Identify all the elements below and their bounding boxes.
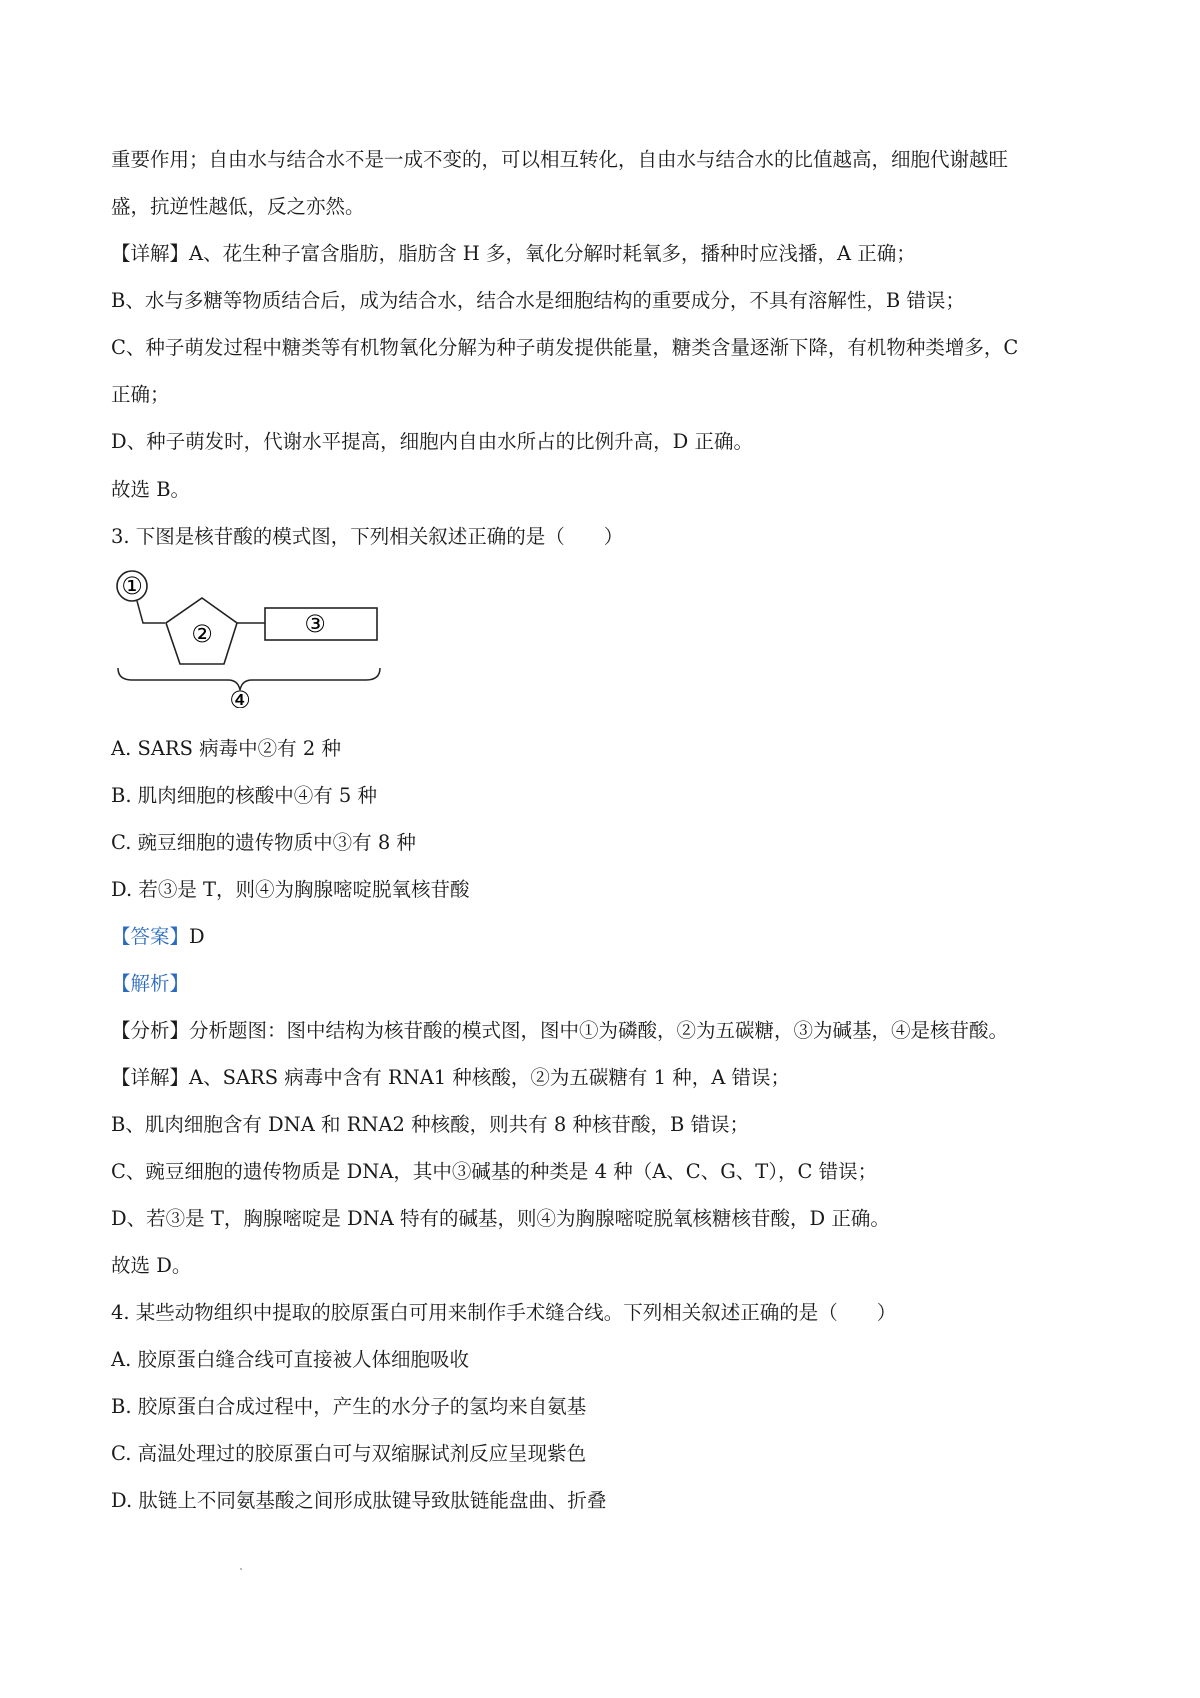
option-d: D. 肽链上不同氨基酸之间形成肽键导致肽链能盘曲、折叠 bbox=[111, 1489, 607, 1512]
text-line: B、肌肉细胞含有 DNA 和 RNA2 种核酸，则共有 8 种核苷酸，B 错误； bbox=[111, 1113, 749, 1136]
text-line: 重要作用；自由水与结合水不是一成不变的，可以相互转化，自由水与结合水的比值越高，细胞代谢越旺 bbox=[111, 148, 1009, 171]
nucleotide-diagram bbox=[110, 568, 390, 708]
label-1: ① bbox=[121, 572, 143, 600]
label-4: ④ bbox=[229, 686, 251, 708]
question-3-stem: 3. 下图是核苷酸的模式图，下列相关叙述正确的是（ ） bbox=[111, 525, 624, 548]
text-line: B、水与多糖等物质结合后，成为结合水，结合水是细胞结构的重要成分，不具有溶解性，B 错误； bbox=[111, 289, 965, 312]
text-line: 【分析】分析题图：图中结构为核苷酸的模式图，图中①为磷酸，②为五碳糖，③为碱基，④是核苷酸。 bbox=[111, 1019, 1009, 1042]
option-c: C. 高温处理过的胶原蛋白可与双缩脲试剂反应呈现紫色 bbox=[111, 1442, 587, 1465]
answer-value: D bbox=[189, 925, 205, 948]
label-3: ③ bbox=[304, 610, 326, 638]
question-4-stem: 4. 某些动物组织中提取的胶原蛋白可用来制作手术缝合线。下列相关叙述正确的是（ ） bbox=[111, 1301, 897, 1324]
text-line: 【详解】A、花生种子富含脂肪，脂肪含 H 多，氧化分解时耗氧多，播种时应浅播，A 正确； bbox=[111, 242, 916, 265]
text-line: 故选 D。 bbox=[111, 1254, 192, 1277]
option-a: A. SARS 病毒中②有 2 种 bbox=[111, 737, 341, 760]
analysis-heading: 【解析】 bbox=[111, 972, 190, 995]
text-line: C、豌豆细胞的遗传物质是 DNA，其中③碱基的种类是 4 种（A、C、G、T），C 错误； bbox=[111, 1160, 878, 1183]
option-b: B. 胶原蛋白合成过程中，产生的水分子的氢均来自氨基 bbox=[111, 1395, 587, 1418]
option-d: D. 若③是 T，则④为胸腺嘧啶脱氧核苷酸 bbox=[111, 878, 470, 901]
answer-line bbox=[111, 923, 205, 951]
option-b: B. 肌肉细胞的核酸中④有 5 种 bbox=[111, 784, 378, 807]
answer-label: 【答案】 bbox=[111, 925, 190, 948]
text-line: D、种子萌发时，代谢水平提高，细胞内自由水所占的比例升高，D 正确。 bbox=[111, 430, 753, 453]
scan-speck bbox=[240, 1568, 242, 1570]
option-c: C. 豌豆细胞的遗传物质中③有 8 种 bbox=[111, 831, 416, 854]
text-line: 正确； bbox=[111, 383, 170, 406]
text-line: 盛，抗逆性越低，反之亦然。 bbox=[111, 195, 365, 218]
text-line: D、若③是 T，胸腺嘧啶是 DNA 特有的碱基，则④为胸腺嘧啶脱氧核糖核苷酸，D 正确。 bbox=[111, 1207, 890, 1230]
text-line: C、种子萌发过程中糖类等有机物氧化分解为种子萌发提供能量，糖类含量逐渐下降，有机物种类增多，C bbox=[111, 336, 1019, 359]
label-2: ② bbox=[191, 620, 213, 648]
phosphate-bond-line bbox=[137, 601, 165, 623]
text-line: 【详解】A、SARS 病毒中含有 RNA1 种核酸，②为五碳糖有 1 种，A 错误； bbox=[111, 1066, 790, 1089]
option-a: A. 胶原蛋白缝合线可直接被人体细胞吸收 bbox=[111, 1348, 469, 1371]
text-line: 故选 B。 bbox=[111, 478, 191, 501]
